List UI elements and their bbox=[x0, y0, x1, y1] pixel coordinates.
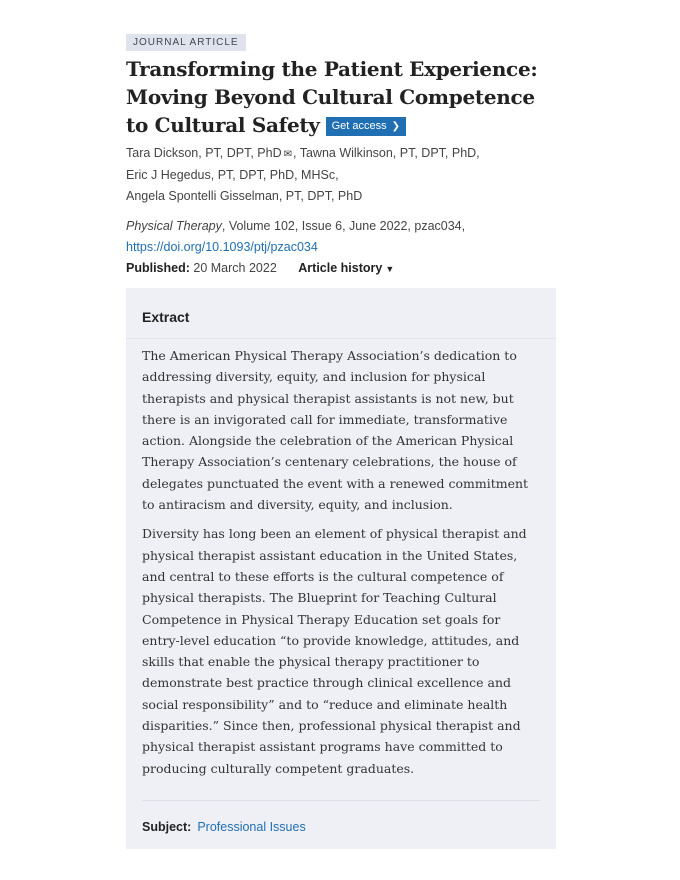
published-date: 20 March 2022 bbox=[193, 261, 277, 275]
extract-body bbox=[142, 345, 540, 779]
author-link[interactable]: Angela Spontelli Gisselman, PT, DPT, PhD bbox=[126, 189, 363, 203]
article-header bbox=[126, 32, 556, 280]
author-link[interactable]: Tara Dickson, PT, DPT, PhD bbox=[126, 146, 282, 160]
chevron-right-icon: ❯ bbox=[391, 121, 401, 132]
author-link[interactable]: Eric J Hegedus, PT, DPT, PhD, MHSc, bbox=[126, 168, 339, 182]
doi-link[interactable]: https://doi.org/10.1093/ptj/pzac034 bbox=[126, 240, 318, 254]
article-history-label: Article history bbox=[298, 261, 383, 275]
article-title bbox=[126, 55, 556, 139]
article-history-toggle[interactable] bbox=[298, 261, 394, 275]
published-label: Published: bbox=[126, 261, 190, 275]
article-title-text: Transforming the Patient Experience: Moving Beyond Cultural Competence to Cultural Safety bbox=[126, 57, 538, 137]
extract-paragraph: The American Physical Therapy Association’s dedication to addressing diversity, equity, and inclusion for physical therapists and physical therapist assistants is not new, but there is an invigorated call for immediate, transformative action. Alongside the celebration of the American Physical Therapy Association’s centenary celebrations, the house of delegates punctuated the event with a renewed commitment to antiracism and diversity, equity, and inclusion. bbox=[142, 348, 529, 513]
mail-icon[interactable]: ✉ bbox=[283, 149, 292, 160]
subject-label: Subject: bbox=[142, 820, 192, 834]
extract-paragraph: Diversity has long been an element of physical therapist and physical therapist assistant education in the United States, and central to these efforts is the cultural competence of physical therapists. The Blueprint for Teaching Cultural Competence in Physical Therapy Education set goals for entry-level education “to provide knowledge, attitudes, and skills that enable the physical therapy practitioner to demonstrate best practice through clinical excellence and social responsibility” and to “reduce and eliminate health disparities.” Since then, professional physical therapist and physical therapist assistant programs have committed to producing culturally competent graduates. bbox=[142, 526, 527, 776]
citation bbox=[126, 216, 556, 258]
subject-link[interactable]: Professional Issues bbox=[197, 820, 306, 834]
publication-row bbox=[126, 258, 556, 280]
extract-heading: Extract bbox=[126, 288, 556, 339]
author-list bbox=[126, 143, 556, 207]
get-access-button[interactable] bbox=[326, 117, 406, 136]
author-link[interactable]: , Tawna Wilkinson, PT, DPT, PhD, bbox=[293, 146, 480, 160]
get-access-label: Get access bbox=[331, 120, 387, 132]
author-line-1 bbox=[126, 143, 556, 165]
subject-row bbox=[142, 800, 540, 836]
citation-details: , Volume 102, Issue 6, June 2022, pzac034, bbox=[221, 219, 466, 233]
caret-down-icon: ▼ bbox=[385, 264, 395, 274]
extract-panel bbox=[126, 288, 556, 849]
article-type-badge: JOURNAL ARTICLE bbox=[126, 34, 246, 51]
journal-name: Physical Therapy bbox=[126, 219, 222, 233]
